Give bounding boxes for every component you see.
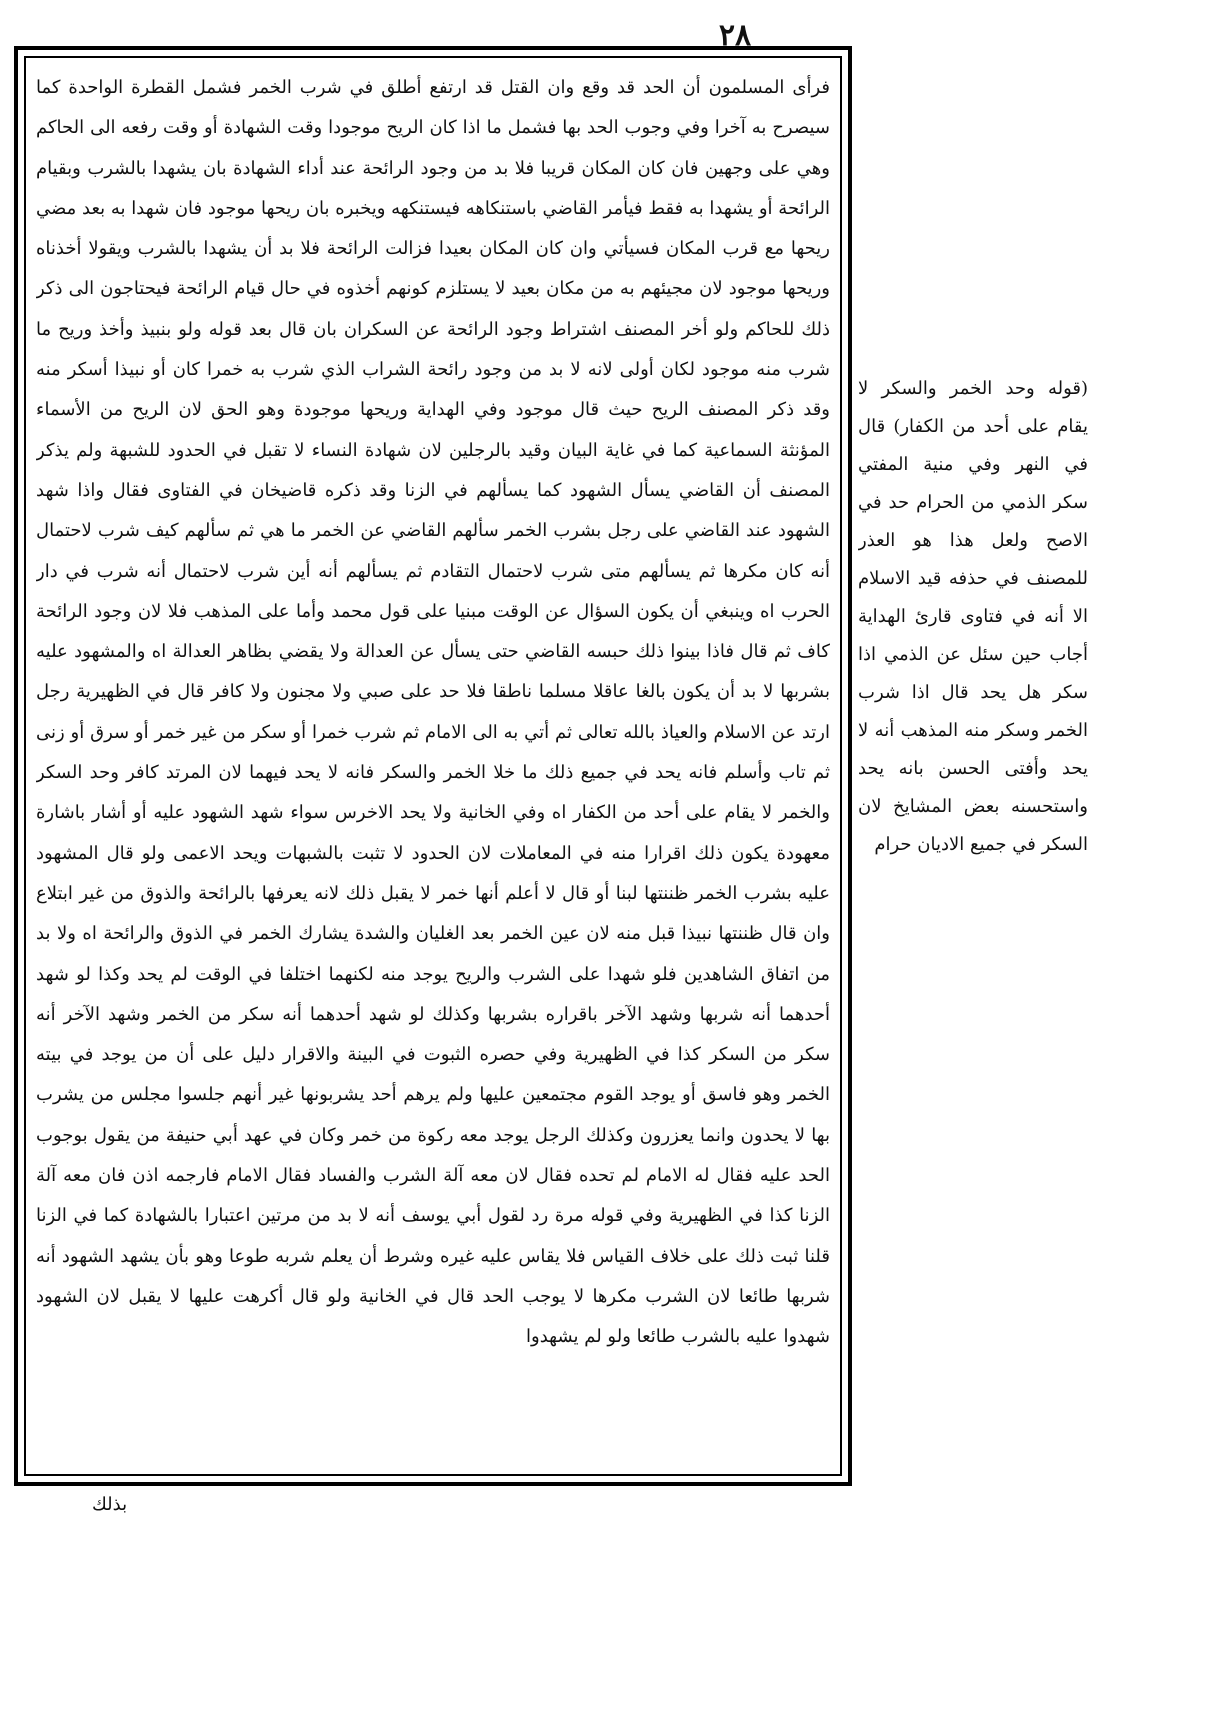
margin-note [858, 370, 1088, 1010]
main-text: فرأى المسلمون أن الحد قد وقع وان القتل قد ارتفع أطلق في شرب الخمر فشمل القطرة الواحدة كما سيصرح به آخرا وفي وجوب الحد بها فشمل ما اذا كان الريح موجودا وقت الشهادة أو وقت رفعه الى الحاكم وهي على وجهين فان كان المكان قريبا فلا بد من وجود الرائحة عند أداء الشهادة بان يشهدا بالشرب وبقيام الرائحة أو يشهدا به فقط فيأمر القاضي باستنكاهه فيستنكهه ويخبره بان ريحها موجود فان شهدا به بعد مضي ريحها مع قرب المكان فسيأتي وان كان المكان بعيدا فزالت الرائحة فلا بد أن يشهدا بالشرب ويقولا أخذناه وريحها موجود لان مجيئهم به من مكان بعيد لا يستلزم كونهم أخذوه في حال قيام الرائحة فيحتاجون الى ذكر ذلك للحاكم ولو أخر المصنف اشتراط وجود الرائحة عن السكران بان قال بعد قوله ولو بنبيذ وأخذ وريح ما شرب منه موجود لكان أولى لانه لا بد من وجود رائحة الشراب الذي شرب به خمرا كان أو نبيذا أسكر منه وقد ذكر المصنف الريح حيث قال موجود وفي الهداية وريحها موجودة وهو الحق لان الريح من الأسماء المؤنثة السماعية كما في غاية البيان وقيد بالرجلين لان شهادة النساء لا تقبل في الحدود للشبهة ولم يذكر المصنف أن القاضي يسأل الشهود كما يسألهم في الزنا وقد ذكره قاضيخان في الفتاوى فقال واذا شهد الشهود عند القاضي على رجل بشرب الخمر سألهم القاضي عن الخمر ما هي ثم سألهم كيف شرب لاحتمال أنه كان مكرها ثم يسألهم متى شرب لاحتمال التقادم ثم يسألهم أنه أين شرب لاحتمال أنه شرب في دار الحرب اه وينبغي أن يكون السؤال عن الوقت مبنيا على قول محمد وأما على المذهب فلا لان وجود الرائحة كاف ثم قال فاذا بينوا ذلك حبسه القاضي حتى يسأل عن العدالة ولا يقضي بظاهر العدالة اه والمشهود عليه بشربها لا بد أن يكون بالغا عاقلا مسلما ناطقا فلا حد على صبي ولا مجنون ولا كافر قال في الظهيرية رجل ارتد عن الاسلام والعياذ بالله تعالى ثم أتي به الى الامام ثم شرب خمرا أو سكر من غير خمر أو سرق أو زنى ثم تاب وأسلم فانه يحد في جميع ذلك ما خلا الخمر والسكر فانه لا يحد فيهما لان المرتد كافر وحد السكر والخمر لا يقام على أحد من الكفار اه وفي الخانية ولا يحد الاخرس سواء شهد الشهود عليه أو أشار باشارة معهودة يكون ذلك اقرارا منه في المعاملات لان الحدود لا تثبت بالشبهات ويحد الاعمى ولو قال المشهود عليه بشرب الخمر ظننتها لبنا أو قال لا أعلم أنها خمر لا يقبل ذلك لانه يعرفها بالرائحة والذوق من غير ابتلاع وان قال ظننتها نبيذا قبل منه لان عين الخمر بعد الغليان والشدة يشارك الخمر في الذوق والرائحة اه ولا بد من اتفاق الشاهدين فلو شهدا على الشرب والريح يوجد منه لكنهما اختلفا في الوقت لم يحد وكذا لو شهد أحدهما أنه شربها وشهد الآخر باقراره بشربها وكذلك لو شهد أحدهما أنه سكر من الخمر وشهد الآخر أنه سكر من السكر كذا في الظهيرية وفي حصره الثبوت في البينة والاقرار دليل على أن من يوجد في بيته الخمر وهو فاسق أو يوجد القوم مجتمعين عليها ولم يرهم أحد يشربونها غير أنهم جلسوا مجلس من يشرب بها لا يحدون وانما يعزرون وكذلك الرجل يوجد معه ركوة من خمر وكان في عهد أبي حنيفة من يقول بوجوب الحد عليه فقال له الامام لم تحده فقال لان معه آلة الشرب والفساد فقال الامام فارجمه اذن فان معه آلة الزنا كذا في الظهيرية وفي قوله مرة رد لقول أبي يوسف أنه لا بد من مرتين اعتبارا بالشهادة كما في الزنا قلنا ثبت ذلك على خلاف القياس فلا يقاس عليه غيره وشرط أن يعلم شربه طوعا وهو بأن يشهد الشهود أنه شربها طائعا لان الشرب مكرها لا يوجب الحد قال في الخانية ولو قال أكرهت عليها لا يقبل لان الشهود شهدوا عليه بالشرب طائعا ولو لم يشهدوا [36, 77, 830, 1348]
page-number: ٢٨ [718, 18, 752, 53]
catchword: بذلك [92, 1494, 128, 1515]
main-text-block [36, 68, 830, 1464]
margin-note-text: (قوله وحد الخمر والسكر لا يقام على أحد من الكفار) قال في النهر وفي منية المفتي سكر الذمي من الحرام حد في الاصح ولعل هذا هو العذر للمصنف في حذفه قيد الاسلام الا أنه في فتاوى قارئ الهداية أجاب حين سئل عن الذمي اذا سكر هل يحد قال اذا شرب الخمر وسكر منه المذهب أنه لا يحد وأفتى الحسن بانه يحد واستحسنه بعض المشايخ لان السكر في جميع الاديان حرام [858, 378, 1088, 855]
